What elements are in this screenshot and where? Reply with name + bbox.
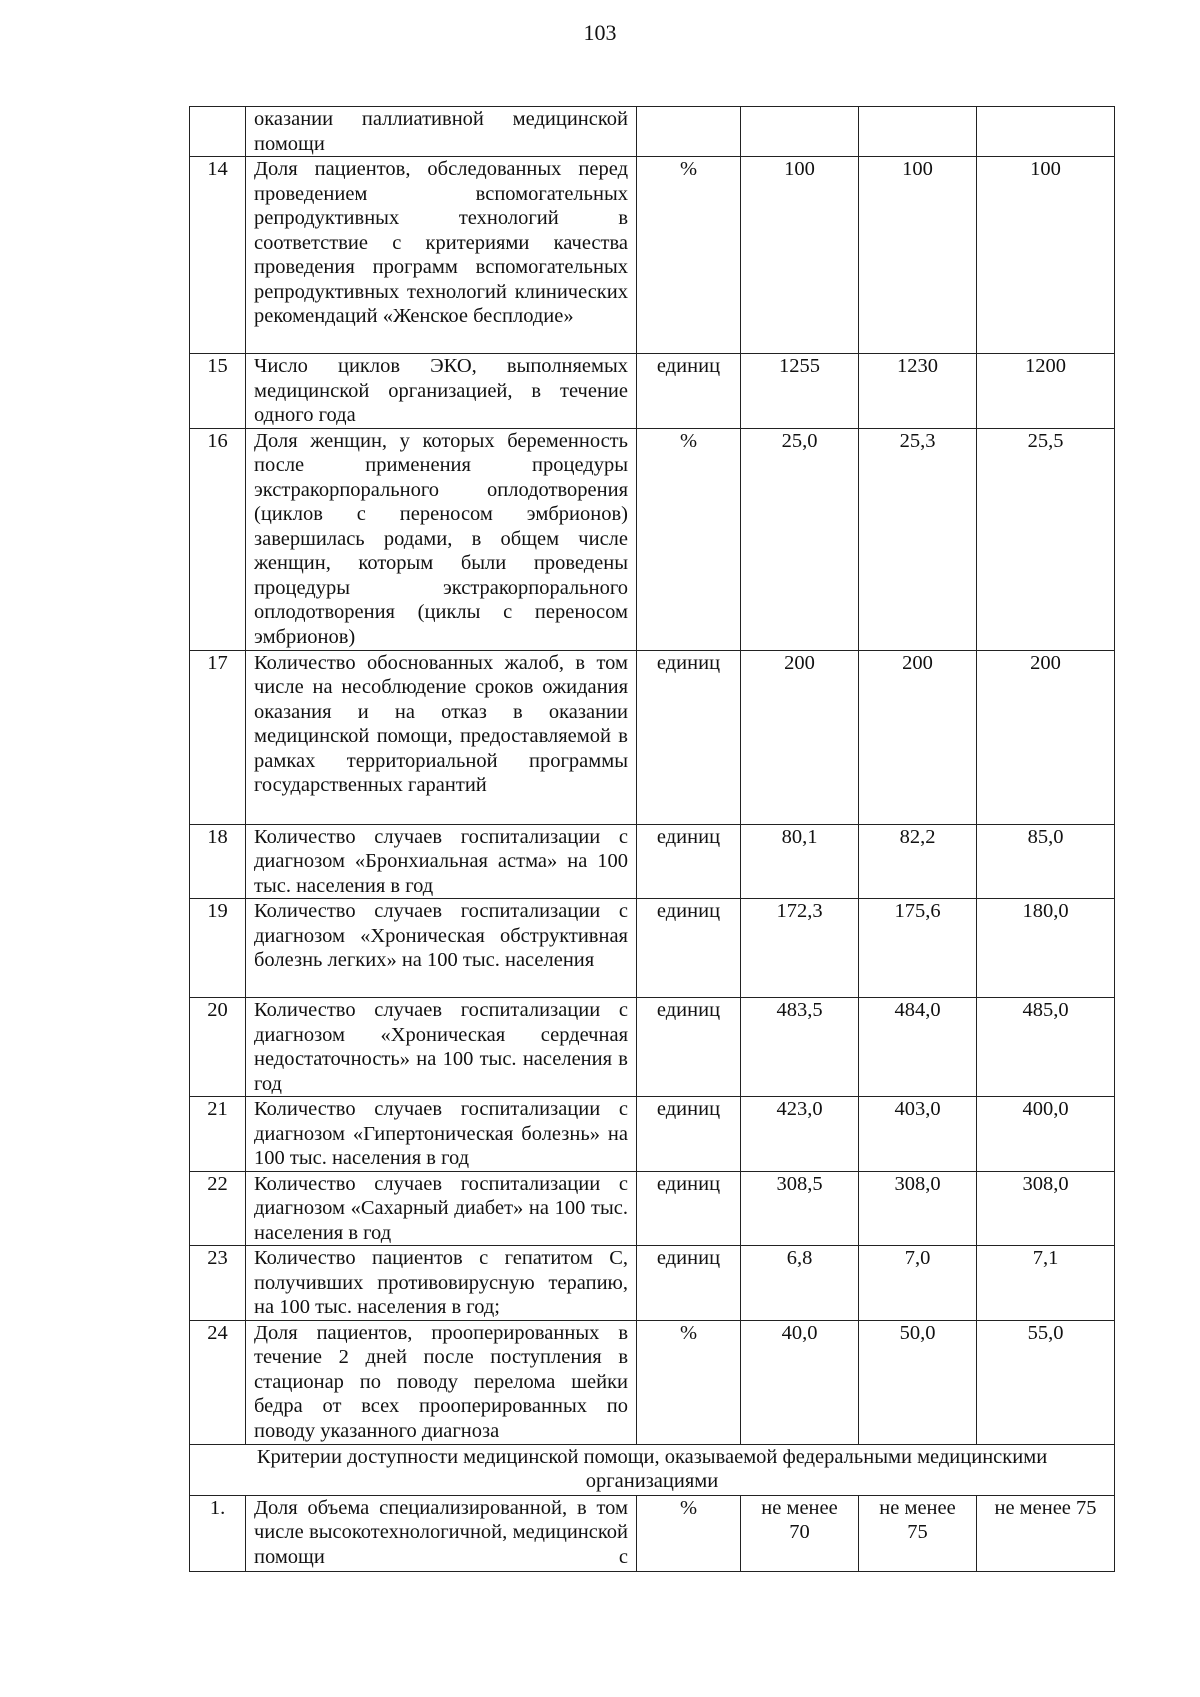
row-value-2: 25,3 — [859, 428, 977, 650]
row-value-2: 1230 — [859, 354, 977, 429]
row-unit: единиц — [637, 1246, 741, 1321]
row-number: 22 — [190, 1171, 246, 1246]
row-unit: единиц — [637, 998, 741, 1097]
row-number: 1. — [190, 1495, 246, 1571]
row-value-1: 80,1 — [741, 824, 859, 899]
row-number: 24 — [190, 1320, 246, 1444]
row-value-2: 7,0 — [859, 1246, 977, 1321]
row-value-3: не менее 75 — [977, 1495, 1115, 1571]
row-value-2 — [859, 107, 977, 157]
table-row — [190, 998, 1115, 1097]
row-number: 15 — [190, 354, 246, 429]
row-value-1: 423,0 — [741, 1097, 859, 1172]
row-description: Количество обоснованных жалоб, в том числе на несоблюдение сроков ожидания оказания и на отказ в оказании медицинской помощи, предоставляемой в рамках территориальной программы государственных гарантий — [246, 650, 637, 824]
row-value-1: 25,0 — [741, 428, 859, 650]
row-value-3: 400,0 — [977, 1097, 1115, 1172]
row-description: Количество случаев госпитализации с диагнозом «Хроническая сердечная недостаточность» на 100 тыс. населения в год — [246, 998, 637, 1097]
row-value-3: 1200 — [977, 354, 1115, 429]
row-description: Доля объема специализированной, в том числе высокотехнологичной, медицинской помощи с — [246, 1495, 637, 1571]
row-unit: единиц — [637, 1097, 741, 1172]
table-row — [190, 1246, 1115, 1321]
row-value-3: 7,1 — [977, 1246, 1115, 1321]
row-value-1: 172,3 — [741, 899, 859, 998]
row-unit: единиц — [637, 354, 741, 429]
row-unit: % — [637, 1495, 741, 1571]
row-description: оказании паллиативной медицинской помощи — [246, 107, 637, 157]
table-row — [190, 1320, 1115, 1444]
row-unit: единиц — [637, 650, 741, 824]
row-value-1: 100 — [741, 157, 859, 354]
row-unit: % — [637, 157, 741, 354]
table-row — [190, 157, 1115, 354]
row-number: 18 — [190, 824, 246, 899]
row-description: Количество случаев госпитализации с диагнозом «Бронхиальная астма» на 100 тыс. населения в год — [246, 824, 637, 899]
row-description: Доля пациентов, обследованных перед проведением вспомогательных репродуктивных технологий в соответствие с критериями качества проведения программ вспомогательных репродуктивных технологий клинических рекомендаций «Женское бесплодие» — [246, 157, 637, 354]
row-value-3 — [977, 107, 1115, 157]
row-value-2: 175,6 — [859, 899, 977, 998]
row-unit: единиц — [637, 1171, 741, 1246]
table-row — [190, 107, 1115, 157]
row-number: 17 — [190, 650, 246, 824]
row-value-1: 483,5 — [741, 998, 859, 1097]
table-row — [190, 428, 1115, 650]
row-value-2: 308,0 — [859, 1171, 977, 1246]
table-row — [190, 899, 1115, 998]
row-number: 19 — [190, 899, 246, 998]
row-description: Число циклов ЭКО, выполняемых медицинской организацией, в течение одного года — [246, 354, 637, 429]
page-number: 103 — [583, 20, 617, 45]
row-number: 14 — [190, 157, 246, 354]
table-row — [190, 1171, 1115, 1246]
row-unit: единиц — [637, 899, 741, 998]
row-unit: % — [637, 428, 741, 650]
row-unit: % — [637, 1320, 741, 1444]
table-row — [190, 1495, 1115, 1571]
row-number: 23 — [190, 1246, 246, 1321]
row-value-2: 200 — [859, 650, 977, 824]
row-description: Количество случаев госпитализации с диагнозом «Сахарный диабет» на 100 тыс. населения в год — [246, 1171, 637, 1246]
row-value-2: 403,0 — [859, 1097, 977, 1172]
row-description: Доля женщин, у которых беременность после применения процедуры экстракорпорального оплодотворения (циклов с переносом эмбрионов) завершилась родами, в общем числе женщин, которым были проведены процедуры экстракорпорального оплодотворения (циклы с переносом эмбрионов) — [246, 428, 637, 650]
section-header-row — [190, 1444, 1115, 1495]
row-value-2: 484,0 — [859, 998, 977, 1097]
row-value-1: 1255 — [741, 354, 859, 429]
row-description: Количество случаев госпитализации с диагнозом «Хроническая обструктивная болезнь легких» на 100 тыс. населения — [246, 899, 637, 998]
row-value-1: 40,0 — [741, 1320, 859, 1444]
section-header: Критерии доступности медицинской помощи, оказываемой федеральными медицинскими организациями — [190, 1444, 1115, 1495]
row-value-1: 308,5 — [741, 1171, 859, 1246]
criteria-table — [189, 106, 1115, 1572]
row-value-1: 200 — [741, 650, 859, 824]
row-value-3: 200 — [977, 650, 1115, 824]
row-value-1 — [741, 107, 859, 157]
row-value-3: 55,0 — [977, 1320, 1115, 1444]
table-row — [190, 354, 1115, 429]
row-unit: единиц — [637, 824, 741, 899]
row-description: Количество пациентов с гепатитом С, получивших противовирусную терапию, на 100 тыс. населения в год; — [246, 1246, 637, 1321]
row-value-2: 50,0 — [859, 1320, 977, 1444]
row-value-3: 100 — [977, 157, 1115, 354]
row-value-2: не менее 75 — [859, 1495, 977, 1571]
row-number: 20 — [190, 998, 246, 1097]
row-value-1: 6,8 — [741, 1246, 859, 1321]
row-value-3: 180,0 — [977, 899, 1115, 998]
row-description: Доля пациентов, прооперированных в течение 2 дней после поступления в стационар по поводу перелома шейки бедра от всех прооперированных по поводу указанного диагноза — [246, 1320, 637, 1444]
row-value-2: 82,2 — [859, 824, 977, 899]
row-value-3: 85,0 — [977, 824, 1115, 899]
row-number: 21 — [190, 1097, 246, 1172]
row-value-1: не менее 70 — [741, 1495, 859, 1571]
row-number — [190, 107, 246, 157]
row-number: 16 — [190, 428, 246, 650]
row-value-3: 485,0 — [977, 998, 1115, 1097]
row-unit — [637, 107, 741, 157]
table-row — [190, 1097, 1115, 1172]
table-row — [190, 824, 1115, 899]
table-row — [190, 650, 1115, 824]
row-value-2: 100 — [859, 157, 977, 354]
row-value-3: 308,0 — [977, 1171, 1115, 1246]
row-description: Количество случаев госпитализации с диагнозом «Гипертоническая болезнь» на 100 тыс. населения в год — [246, 1097, 637, 1172]
row-value-3: 25,5 — [977, 428, 1115, 650]
